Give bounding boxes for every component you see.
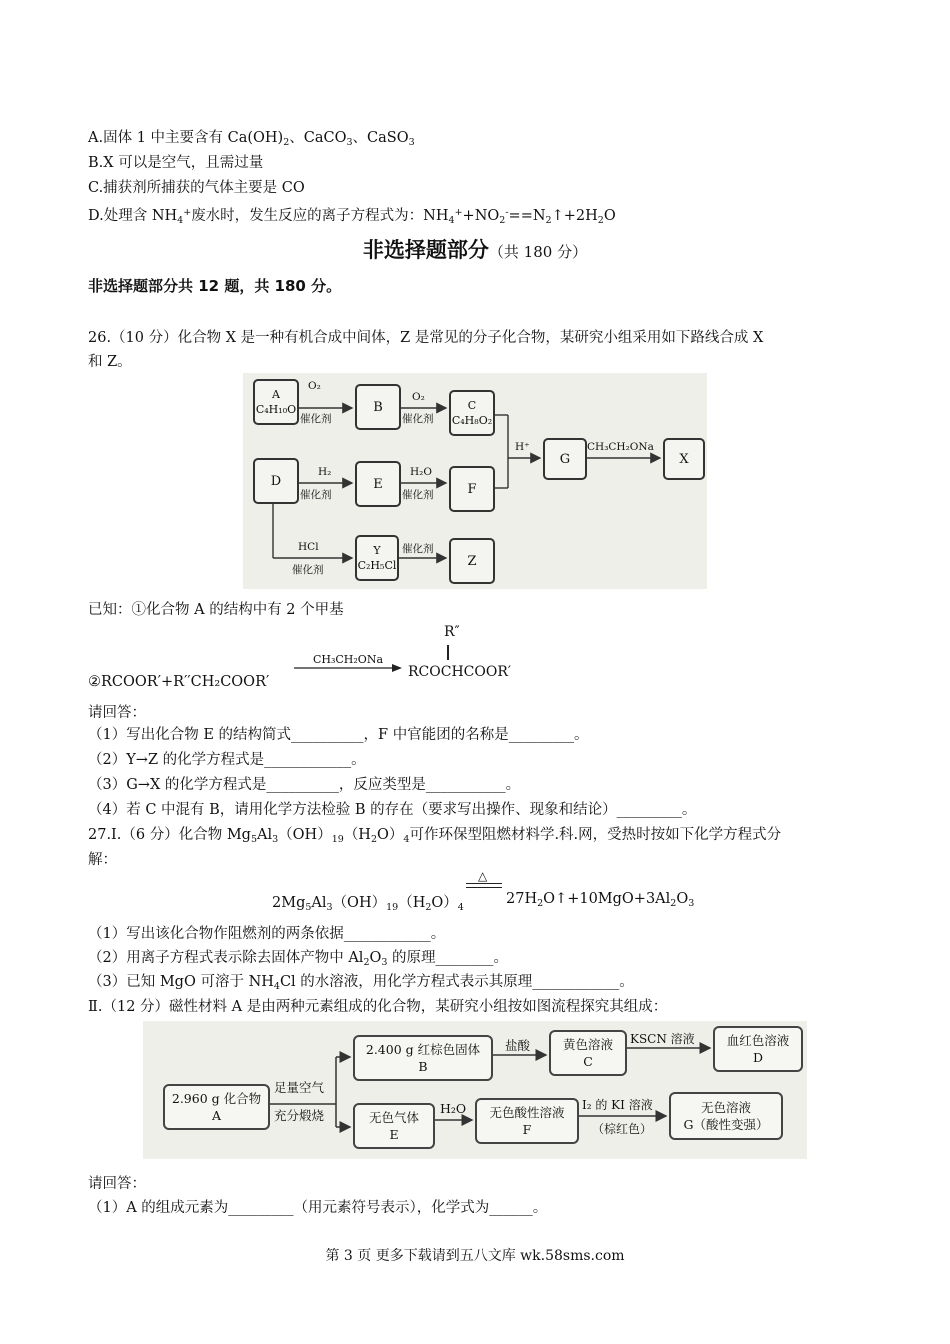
q26-sub3: （3）G→X 的化学方程式是__________，反应类型是___________。 xyxy=(88,777,521,793)
compound-c-box: C C₄H₈O₂ xyxy=(449,390,495,436)
q26-sub4: （4）若 C 中混有 B，请用化学方法检验 B 的存在（要求写出操作、现象和结论）_________。 xyxy=(88,802,697,818)
known-info-2-left: ②RCOOR′+R′′CH₂COOR′ xyxy=(88,674,270,690)
q27-part2-sub1: （1）A 的组成元素为_________（用元素符号表示），化学式为______。 xyxy=(88,1200,548,1216)
reagent-iodine: I₂ 的 KI 溶液 xyxy=(582,1098,653,1112)
q26-ask: 请回答： xyxy=(88,705,146,721)
label-h2o: H₂O xyxy=(410,466,432,478)
reagent-hcl: 盐酸 xyxy=(505,1038,531,1053)
compound-g-box: G xyxy=(543,438,587,480)
compound-a-node: 2.960 g 化合物 A xyxy=(163,1084,270,1130)
section-intro: 非选择题部分共 12 题，共 180 分。 xyxy=(88,277,342,295)
condition-air: 足量空气 xyxy=(274,1080,325,1095)
label-cat-6: 催化剂 xyxy=(402,543,434,555)
equation-right: $27H_2O↑+10MgO+3Al_2O_3$ xyxy=(506,891,695,909)
equation-left: $2Mg_5Al_3(OH)_{19}(H_2O)_4$ xyxy=(272,895,464,913)
q27-ask: 请回答： xyxy=(88,1176,146,1192)
compound-y-box: Y C₂H₅Cl xyxy=(355,535,399,581)
label-cat-5: 催化剂 xyxy=(292,564,324,576)
compound-f-box: F xyxy=(449,466,495,512)
reagent-kscn: KSCN 溶液 xyxy=(630,1032,695,1046)
option-a: A.固体 1 中主要含有 $Ca(OH)_2$、CaCO$_3$、CaSO$_3$ xyxy=(88,130,415,148)
label-h-plus: H⁺ xyxy=(515,441,530,453)
solution-c-node: 黄色溶液 C xyxy=(549,1030,627,1076)
q27-stem-line1: 27.Ⅰ.（6 分）化合物 $Mg_5Al_3(OH)_{19}(H_2O)_4$可作环保型阻燃材料学.科.网，受热时按如下化学方程式分 xyxy=(88,827,782,845)
option-d: D.处理含 $NH_4^+$废水时，发生反应的离子方程式为：$NH_4^++NO_2^-==N_2↑+2H_2O$ xyxy=(88,207,616,226)
q27-part1-sub2: （2）用离子方程式表示除去固体产物中 $Al_2O_3$ 的原理________。 xyxy=(88,950,509,968)
section-heading: 非选择题部分（共 180 分） xyxy=(362,238,588,262)
label-o2-1: O₂ xyxy=(308,380,321,392)
q27-stem-line2: 解： xyxy=(88,852,117,868)
compound-a-box: A C₄H₁₀O xyxy=(253,379,299,425)
label-hcl: HCl xyxy=(298,541,319,553)
q27-part1-sub1: （1）写出该化合物作阻燃剂的两条依据____________。 xyxy=(88,926,446,942)
label-o2-2: O₂ xyxy=(412,391,425,403)
known-info-1: 已知：①化合物 A 的结构中有 2 个甲基 xyxy=(88,602,344,618)
q26-stem-line1: 26.（10 分）化合物 X 是一种有机合成中间体，Z 是常见的分子化合物，某研究小组采用如下路线合成 X xyxy=(88,330,764,346)
option-b: B.X 可以是空气，且需过量 xyxy=(88,155,264,171)
compound-z-box: Z xyxy=(449,538,495,584)
solid-b-node: 2.400 g 红棕色固体 B xyxy=(353,1035,493,1081)
known-info-2-product: RCOCHCOOR′ xyxy=(408,664,512,680)
compound-x-box: X xyxy=(663,438,705,480)
equation-delta: △ xyxy=(478,869,488,883)
page-footer: 第 3 页 更多下载请到五八文库 wk.58sms.com xyxy=(325,1248,625,1264)
option-c: C.捕获剂所捕获的气体主要是 CO xyxy=(88,180,305,196)
q26-sub2: （2）Y→Z 的化学方程式是____________。 xyxy=(88,752,366,768)
solution-f-node: 无色酸性溶液 F xyxy=(475,1098,579,1144)
reagent-water: H₂O xyxy=(440,1101,467,1116)
solution-g-node: 无色溶液 G（酸性变强） xyxy=(669,1092,783,1140)
q27-part1-sub3: （3）已知 MgO 可溶于 $NH_4Cl$ 的水溶液，用化学方程式表示其原理____________。 xyxy=(88,974,634,992)
condition-calcine: 充分煅烧 xyxy=(274,1108,325,1123)
label-cat-1: 催化剂 xyxy=(300,413,332,425)
label-cat-3: 催化剂 xyxy=(300,489,332,501)
label-cat-4: 催化剂 xyxy=(402,489,434,501)
q26-sub1: （1）写出化合物 E 的结构简式__________，F 中官能团的名称是_________。 xyxy=(88,727,589,743)
q26-stem-line2: 和 Z。 xyxy=(88,354,132,370)
label-cat-2: 催化剂 xyxy=(402,413,434,425)
gas-e-node: 无色气体 E xyxy=(353,1103,435,1149)
compound-e-box: E xyxy=(355,461,401,507)
compound-d-box: D xyxy=(253,458,299,504)
compound-b-box: B xyxy=(355,384,401,430)
known-info-2-r-group: R″ xyxy=(444,624,460,640)
label-h2: H₂ xyxy=(318,466,332,478)
reagent-iodine-color: （棕红色） xyxy=(592,1122,653,1136)
known-info-2-reagent: CH₃CH₂ONa xyxy=(312,653,384,666)
solution-d-node: 血红色溶液 D xyxy=(713,1026,803,1072)
label-ethoxide-reagent: CH₃CH₂ONa xyxy=(587,441,654,453)
q27-part2-stem: Ⅱ.（12 分）磁性材料 A 是由两种元素组成的化合物，某研究小组按如图流程探究其组成： xyxy=(88,999,668,1015)
